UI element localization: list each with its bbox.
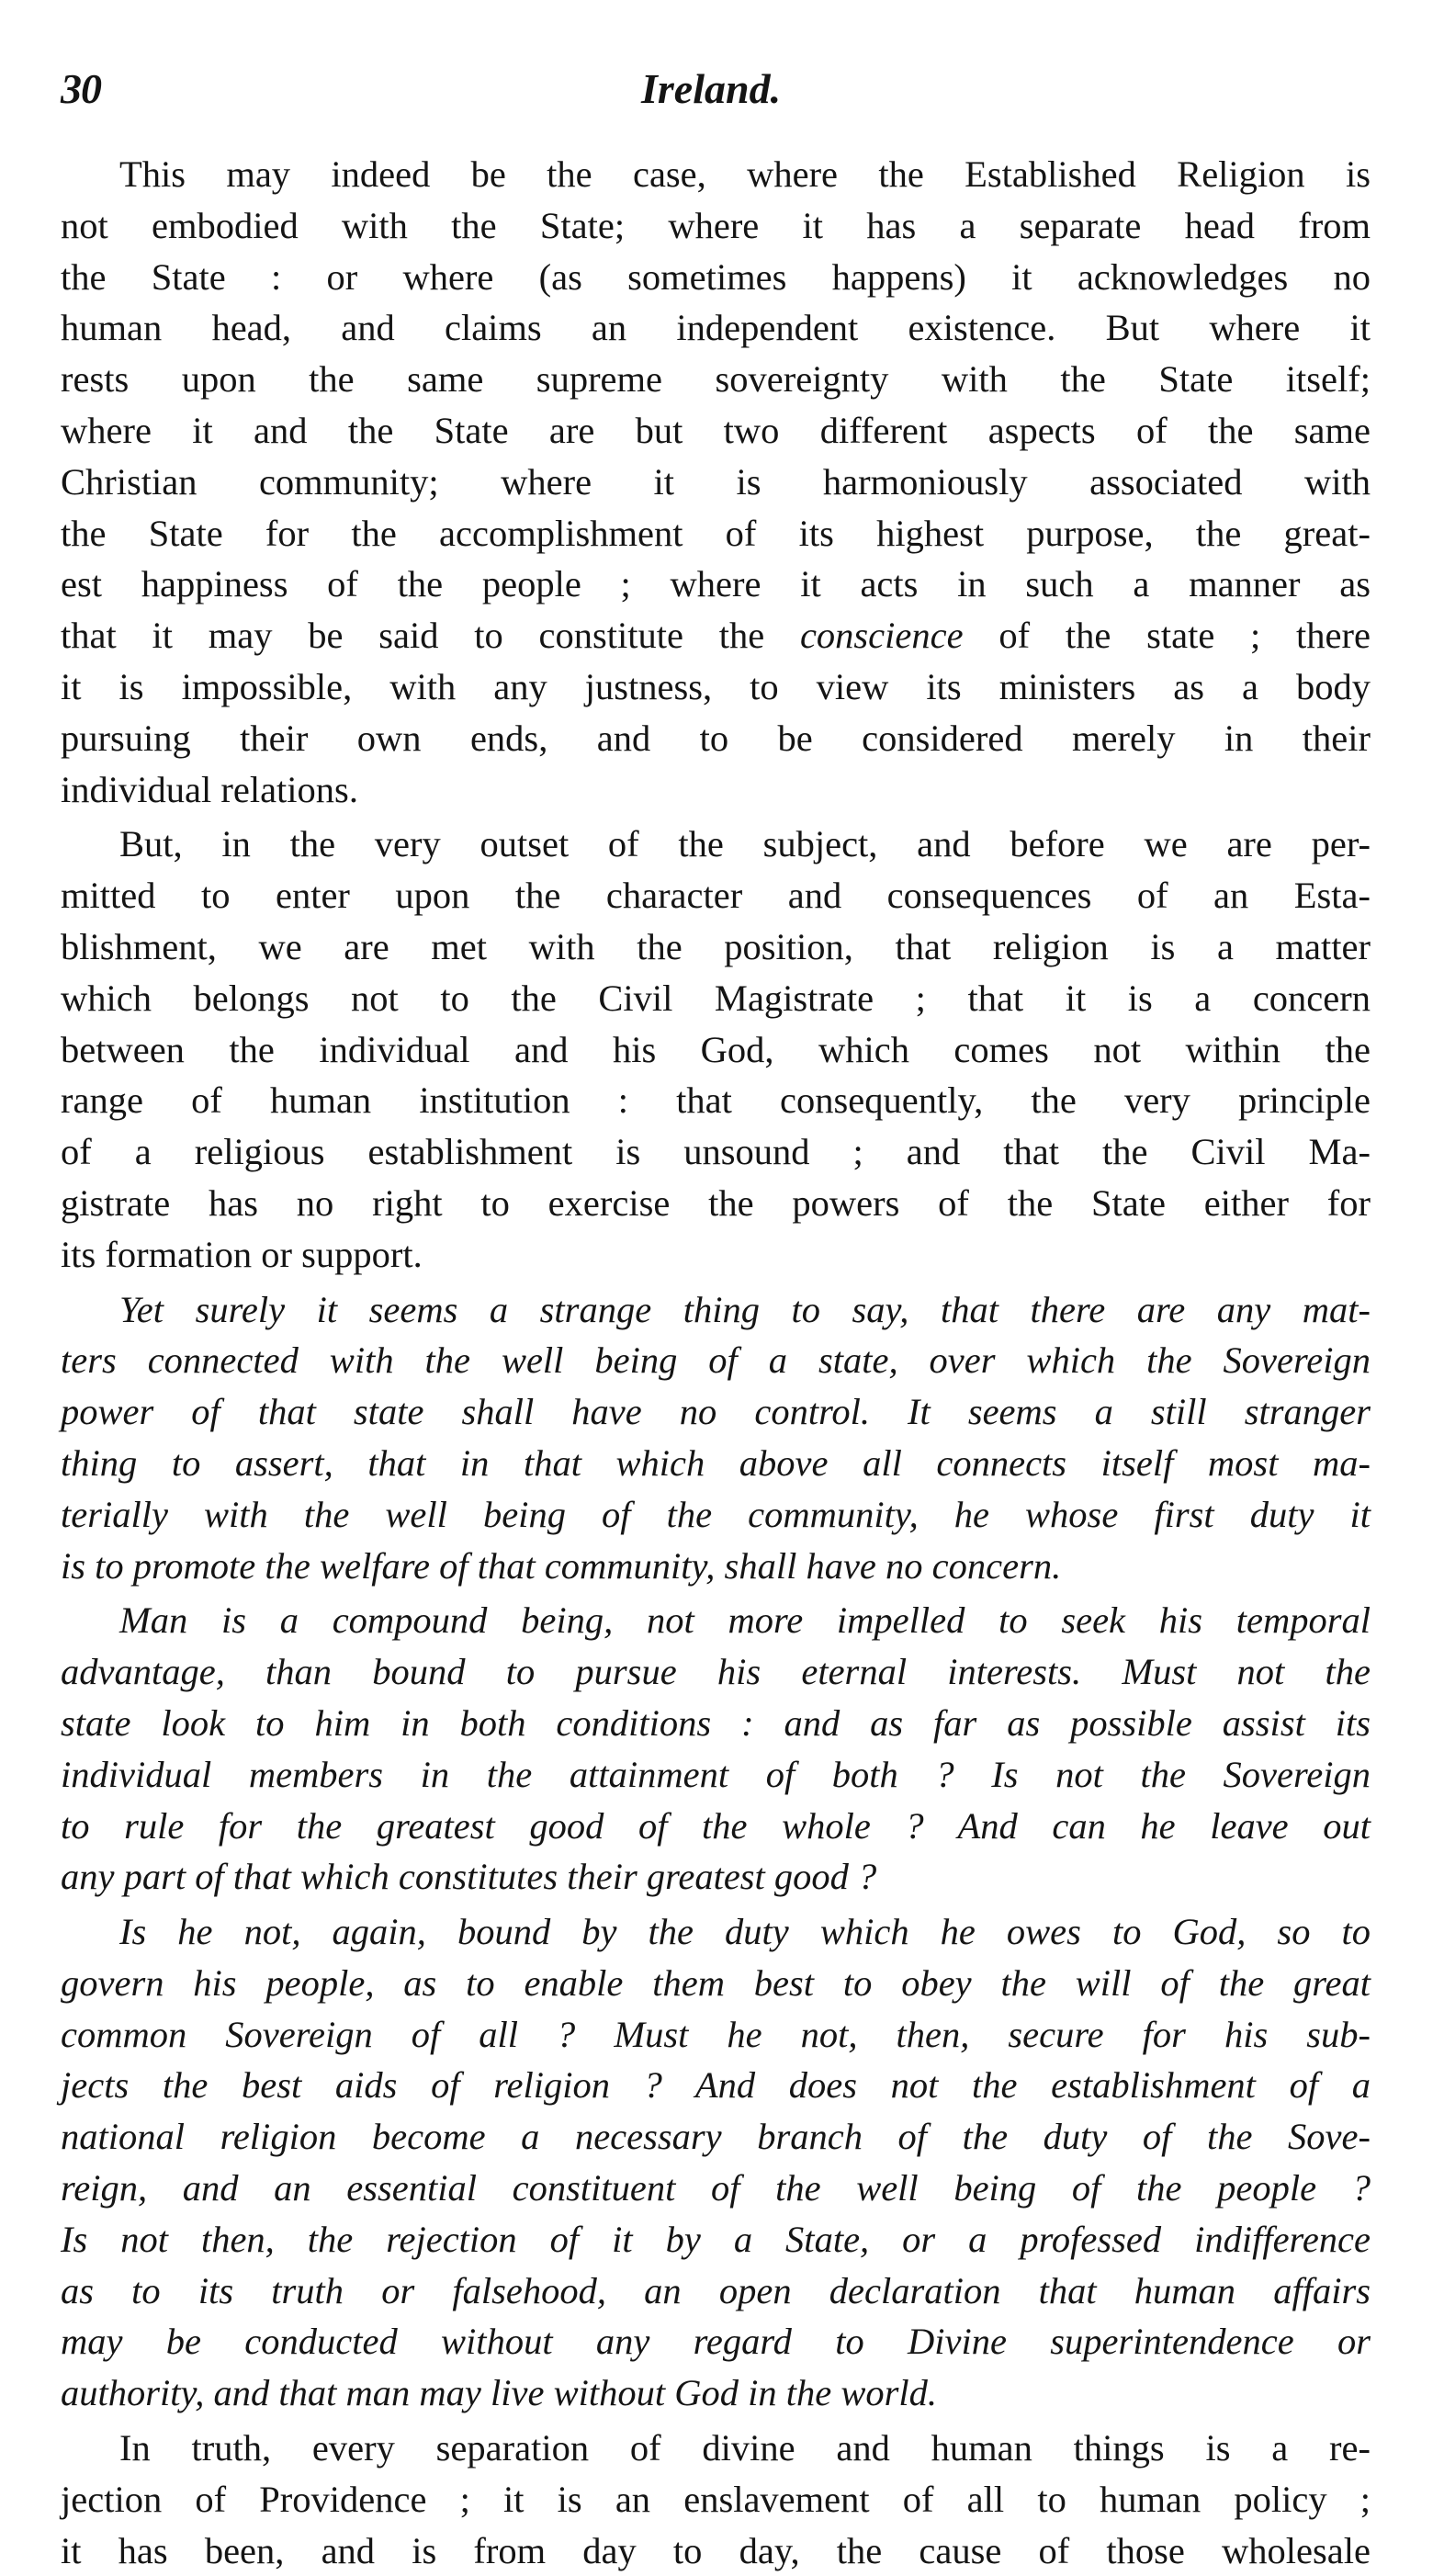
text-line: any part of that which constitutes their greatest good ? — [61, 1856, 877, 1898]
text-line: advantage, than bound to pursue his eternal interests. Must not the — [61, 1651, 1371, 1693]
text-line: pursuing their own ends, and to be considered merely in their — [61, 717, 1371, 759]
text-line: Man is a compound being, not more impelled to seek his temporal — [119, 1599, 1371, 1642]
text-line: power of that state shall have no control. It seems a still stranger — [61, 1391, 1371, 1433]
text-line: authority, and that man may live without God in the world. — [61, 2372, 937, 2414]
text-line: govern his people, as to enable them best to obey the will of the great — [61, 1961, 1371, 2004]
text-line: not embodied with the State; where it has a separate head from — [61, 204, 1371, 246]
paragraph — [61, 819, 1371, 1280]
text-line: individual relations. — [61, 768, 358, 810]
text-line: human head, and claims an independent existence. But where it — [61, 307, 1371, 349]
running-title: Ireland. — [641, 65, 782, 112]
paragraph — [61, 149, 1371, 815]
text-line: gistrate has no right to exercise the powers of the State either for — [61, 1181, 1371, 1224]
text-line: jection of Providence ; it is an enslavement of all to human policy ; — [61, 2478, 1371, 2520]
text-line: blishment, we are met with the position, that religion is a matter — [61, 925, 1371, 967]
text-line: as to its truth or falsehood, an open declaration that human affairs — [61, 2269, 1371, 2311]
text-line: state look to him in both conditions : and as far as possible assist its — [61, 1701, 1371, 1744]
text-line: it is impossible, with any justness, to view its ministers as a body — [61, 665, 1371, 707]
text-line: of a religious establishment is unsound ; and that the Civil Ma- — [61, 1131, 1371, 1173]
text-line: which belongs not to the Civil Magistrate ; that it is a concern — [61, 977, 1371, 1019]
text-line: may be conducted without any regard to Divine superintendence or — [61, 2321, 1371, 2363]
text-line: its formation or support. — [61, 1233, 423, 1275]
text-line: between the individual and his God, which comes not within the — [61, 1028, 1371, 1070]
running-head — [61, 64, 1371, 129]
text-line: common Sovereign of all ? Must he not, then, secure for his sub- — [61, 2013, 1371, 2055]
body-text — [61, 149, 1371, 2576]
paragraph — [61, 1906, 1371, 2419]
text-line: Is not then, the rejection of it by a State, or a professed indifference — [61, 2218, 1371, 2260]
text-line: terially with the well being of the community, he whose first duty it — [61, 1493, 1371, 1535]
text-line: In truth, every separation of divine and human things is a re- — [119, 2427, 1371, 2469]
text-line: thing to assert, that in that which above all connects itself most ma- — [61, 1441, 1371, 1484]
text-line: range of human institution : that consequently, the very principle — [61, 1079, 1371, 1122]
text-line: Christian community; where it is harmoniously associated with — [61, 460, 1371, 503]
text-line: reign, and an essential constituent of the well being of the people ? — [61, 2167, 1371, 2209]
text-line: the State for the accomplishment of its highest purpose, the great- — [61, 512, 1371, 554]
paragraph — [61, 1284, 1371, 1592]
page-number: 30 — [61, 65, 101, 112]
text-line: mitted to enter upon the character and consequences of an Esta- — [61, 875, 1371, 917]
text-line: est happiness of the people ; where it acts in such a manner as — [61, 563, 1371, 605]
paragraph — [61, 2423, 1371, 2576]
text-line: Yet surely it seems a strange thing to say, that there are any mat- — [119, 1288, 1371, 1330]
text-line: the State : or where (as sometimes happens) it acknowledges no — [61, 255, 1371, 298]
text-line: jects the best aids of religion ? And does not the establishment of a — [61, 2064, 1371, 2107]
text-line: This may indeed be the case, where the Established Religion is — [119, 153, 1371, 195]
text-line: Is he not, again, bound by the duty which he owes to God, so to — [119, 1911, 1371, 1953]
text-line: ters connected with the well being of a state, over which the Sovereign — [61, 1339, 1371, 1382]
text-line: national religion become a necessary branch of the duty of the Sove- — [61, 2116, 1371, 2158]
text-line — [61, 610, 1371, 661]
text-line: it has been, and is from day to day, the cause of those wholesale — [61, 2529, 1371, 2571]
text-line: But, in the very outset of the subject, and before we are per- — [119, 823, 1371, 865]
text-line: individual members in the attainment of both ? Is not the Sovereign — [61, 1753, 1371, 1795]
paragraph — [61, 1595, 1371, 1903]
text-line: to rule for the greatest good of the whole ? And can he leave out — [61, 1804, 1371, 1847]
text-segment: that it may be said to constitute the — [61, 615, 800, 657]
text-line: rests upon the same supreme sovereignty with the State itself; — [61, 358, 1371, 401]
text-line: is to promote the welfare of that community, shall have no concern. — [61, 1544, 1062, 1587]
text-line: where it and the State are but two different aspects of the same — [61, 409, 1371, 451]
text-segment: of the state ; there — [963, 615, 1371, 657]
emphasis-text: conscience — [799, 615, 964, 657]
